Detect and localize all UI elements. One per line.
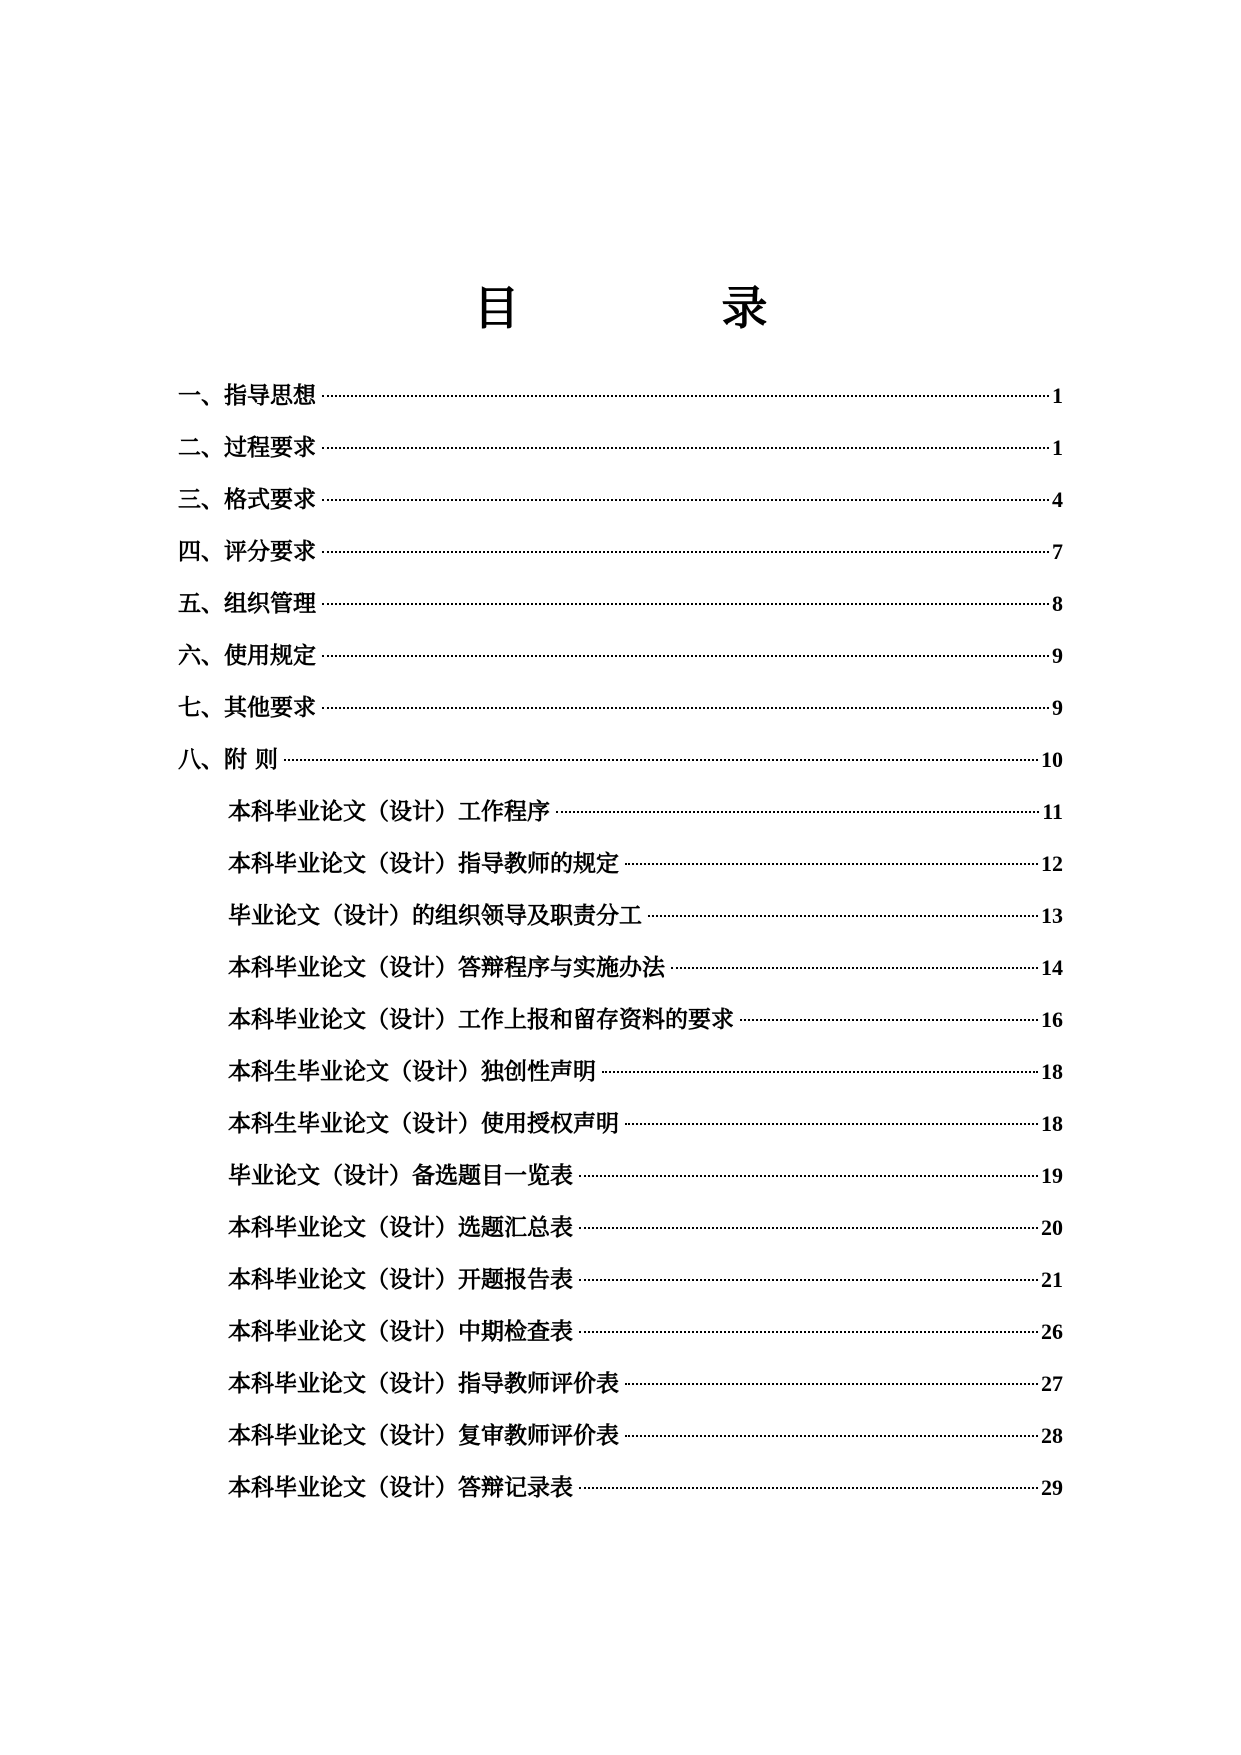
toc-entry[interactable] [178,370,1063,422]
toc-entry-page: 29 [1041,1475,1063,1500]
dot-leader [322,498,1049,501]
toc-entry[interactable] [178,682,1063,734]
toc-subentry[interactable] [178,890,1063,942]
toc-subentry[interactable] [178,994,1063,1046]
toc-entry-label: 七、其他要求 [178,695,316,721]
toc-entry[interactable] [178,578,1063,630]
toc-subentry[interactable] [178,1358,1063,1410]
toc-entry-page: 27 [1041,1371,1063,1396]
toc-entry-page: 10 [1041,747,1063,772]
dot-leader [322,602,1049,605]
dot-leader [625,1434,1038,1437]
toc-subentry[interactable] [178,838,1063,890]
toc-entry-page: 14 [1041,955,1063,980]
toc-subentry[interactable] [178,786,1063,838]
toc-entry-page: 13 [1041,903,1063,928]
toc-subentry[interactable] [178,1410,1063,1462]
toc-subentry[interactable] [178,1254,1063,1306]
toc-entry-label: 本科生毕业论文（设计）使用授权声明 [228,1111,619,1137]
toc-entry-page: 28 [1041,1423,1063,1448]
toc-subentry[interactable] [178,1202,1063,1254]
toc-list [178,370,1063,1514]
toc-subentry[interactable] [178,1098,1063,1150]
toc-subentry[interactable] [178,1462,1063,1514]
dot-leader [625,862,1038,865]
toc-entry-label: 本科毕业论文（设计）答辩记录表 [228,1475,573,1501]
toc-entry-page: 9 [1052,643,1063,668]
toc-entry[interactable] [178,734,1063,786]
toc-entry-page: 9 [1052,695,1063,720]
toc-entry[interactable] [178,630,1063,682]
toc-entry-page: 1 [1052,383,1063,408]
toc-entry-page: 18 [1041,1059,1063,1084]
dot-leader [602,1070,1038,1073]
toc-entry-page: 20 [1041,1215,1063,1240]
dot-leader [579,1278,1038,1281]
toc-entry-page: 8 [1052,591,1063,616]
toc-subentry[interactable] [178,942,1063,994]
dot-leader [579,1174,1038,1177]
toc-entry[interactable] [178,474,1063,526]
toc-entry-page: 21 [1041,1267,1063,1292]
toc-entry-page: 7 [1052,539,1063,564]
toc-entry-label: 三、格式要求 [178,487,316,513]
dot-leader [322,394,1049,397]
toc-entry-page: 1 [1052,435,1063,460]
toc-entry-page: 18 [1041,1111,1063,1136]
toc-entry-label: 本科生毕业论文（设计）独创性声明 [228,1059,596,1085]
dot-leader [671,966,1038,969]
toc-entry-page: 11 [1042,799,1063,824]
dot-leader [322,550,1049,553]
dot-leader [740,1018,1038,1021]
dot-leader [648,914,1038,917]
toc-entry-label: 本科毕业论文（设计）指导教师评价表 [228,1371,619,1397]
toc-entry-label: 本科毕业论文（设计）复审教师评价表 [228,1423,619,1449]
dot-leader [579,1486,1038,1489]
toc-entry-page: 4 [1052,487,1063,512]
toc-entry-label: 本科毕业论文（设计）答辩程序与实施办法 [228,955,665,981]
toc-entry[interactable] [178,526,1063,578]
dot-leader [322,654,1049,657]
toc-title: 目 录 [473,281,846,335]
dot-leader [625,1122,1038,1125]
toc-entry-label: 二、过程要求 [178,435,316,461]
toc-entry-page: 26 [1041,1319,1063,1344]
dot-leader [579,1226,1038,1229]
toc-entry-page: 19 [1041,1163,1063,1188]
dot-leader [284,758,1038,761]
toc-entry-label: 四、评分要求 [178,539,316,565]
toc-entry-page: 16 [1041,1007,1063,1032]
dot-leader [322,446,1049,449]
toc-subentry[interactable] [178,1046,1063,1098]
toc-entry-label: 八、附 则 [178,747,279,773]
toc-subentry[interactable] [178,1150,1063,1202]
toc-entry-label: 毕业论文（设计）备选题目一览表 [228,1163,573,1189]
toc-entry-label: 毕业论文（设计）的组织领导及职责分工 [228,903,642,929]
toc-subentry[interactable] [178,1306,1063,1358]
toc-entry-page: 12 [1041,851,1063,876]
toc-entry-label: 本科毕业论文（设计）中期检查表 [228,1319,573,1345]
dot-leader [556,810,1039,813]
toc-entry-label: 一、指导思想 [178,383,316,409]
toc-entry-label: 本科毕业论文（设计）开题报告表 [228,1267,573,1293]
toc-entry-label: 本科毕业论文（设计）选题汇总表 [228,1215,573,1241]
toc-entry-label: 五、组织管理 [178,591,316,617]
dot-leader [322,706,1049,709]
toc-entry-label: 本科毕业论文（设计）工作程序 [228,799,550,825]
toc-entry-label: 本科毕业论文（设计）工作上报和留存资料的要求 [228,1007,734,1033]
toc-entry-label: 六、使用规定 [178,643,316,669]
toc-entry-label: 本科毕业论文（设计）指导教师的规定 [228,851,619,877]
dot-leader [579,1330,1038,1333]
toc-entry[interactable] [178,422,1063,474]
dot-leader [625,1382,1038,1385]
